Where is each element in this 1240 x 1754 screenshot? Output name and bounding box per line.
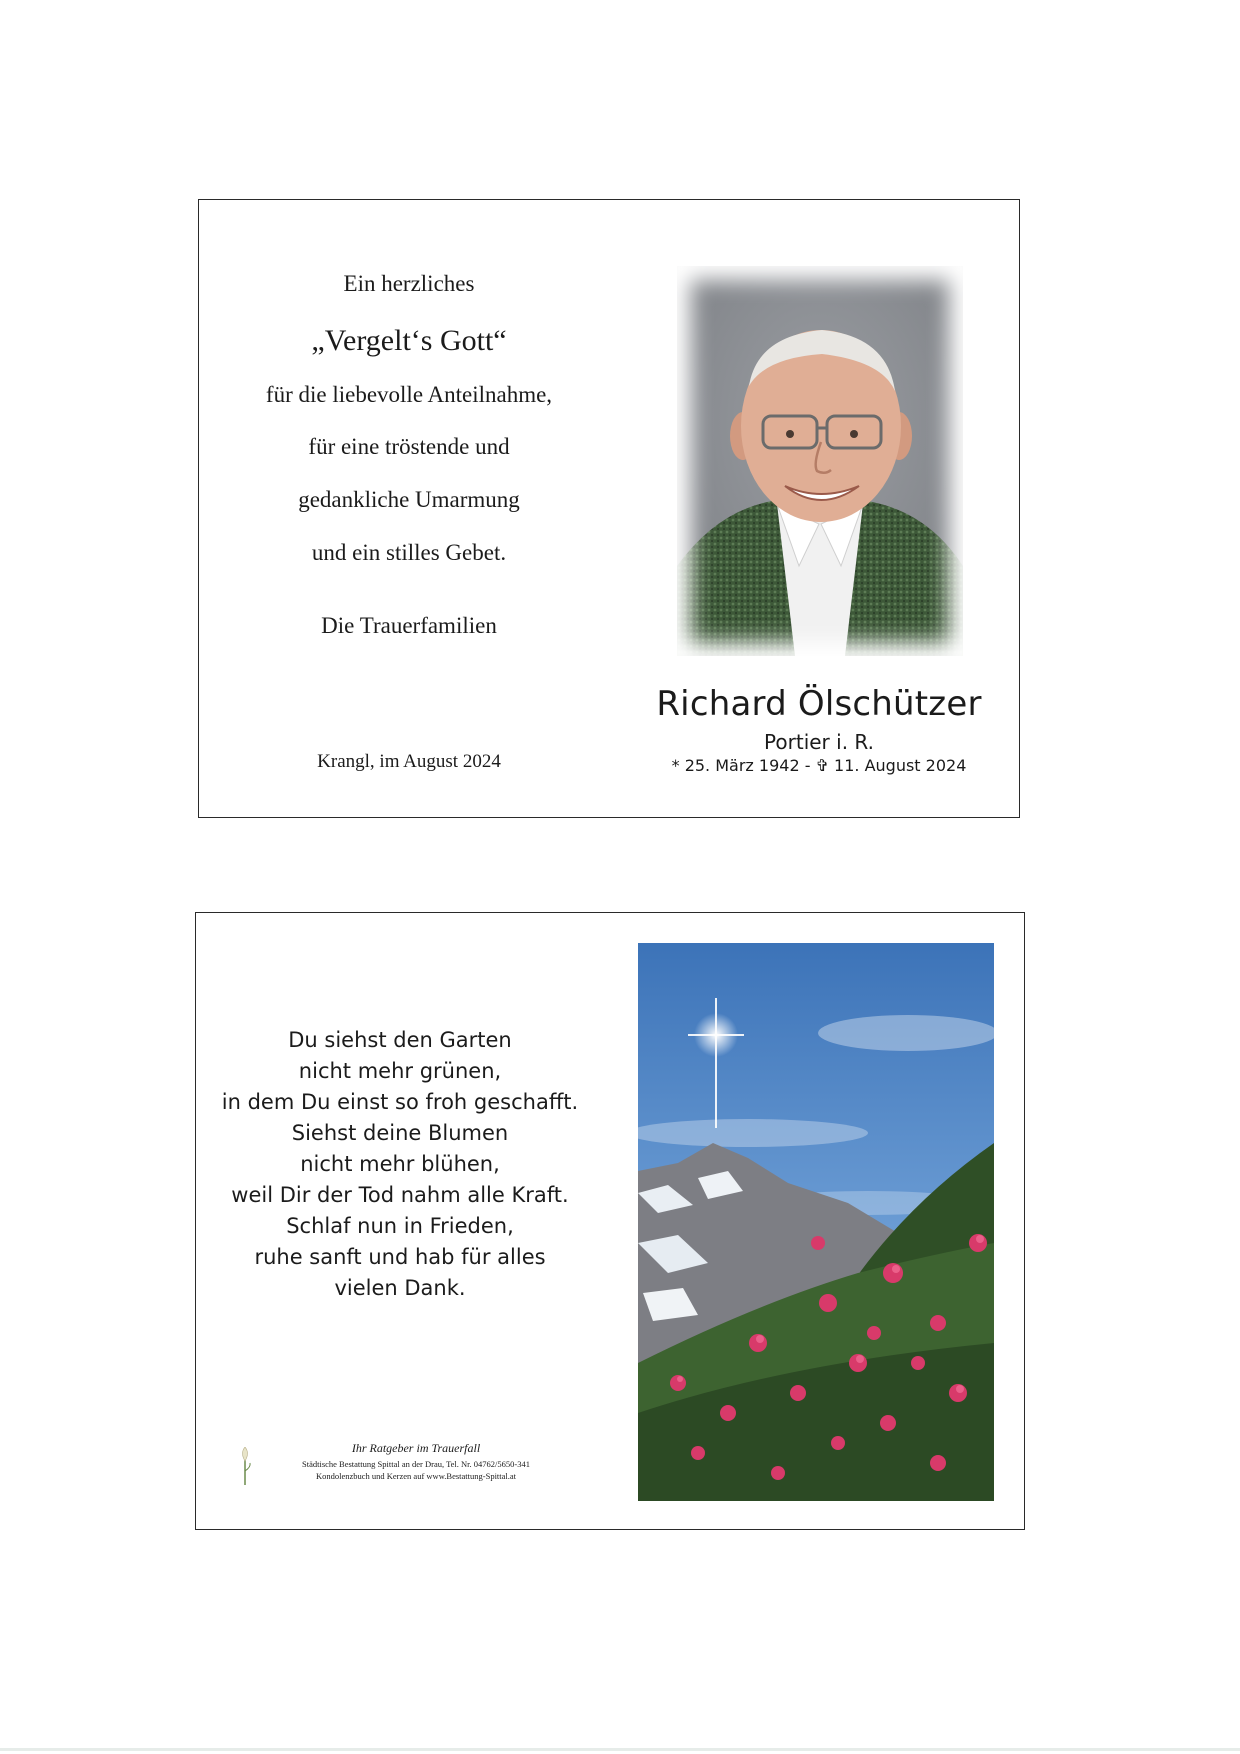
poem-line: Siehst deine Blumen [291,1121,509,1145]
thanks-line-vergelts-gott: „Vergelt‘s Gott“ [311,324,507,357]
thanks-line: und ein stilles Gebet. [311,540,507,565]
poem-line: Schlaf nun in Frieden, [286,1214,514,1238]
front-card [198,199,1020,818]
place-date: Krangl, im August 2024 [317,751,501,772]
thanks-line: Ein herzliches [343,271,475,296]
profession: Portier i. R. [764,730,874,754]
funeral-home-info [226,1441,566,1491]
funeral-home-slogan: Ihr Ratgeber im Trauerfall [351,1441,481,1455]
funeral-home-address: Städtische Bestattung Spittal an der Drau, Tel. Nr. 04762/5650-341 [301,1459,530,1469]
alpine-landscape-photo [638,943,994,1501]
poem-line: Du siehst den Garten [288,1028,512,1052]
thanks-line: für eine tröstende und [308,434,510,459]
scan-edge [0,1748,1240,1751]
lily-icon [238,1447,252,1485]
poem-line: weil Dir der Tod nahm alle Kraft. [231,1183,569,1207]
poem-line: vielen Dank. [334,1276,466,1300]
portrait-photo [677,266,963,656]
thanks-line: für die liebevolle Anteilnahme, [265,382,553,407]
poem [210,1025,590,1304]
poem-line: in dem Du einst so froh geschafft. [221,1090,579,1114]
signature: Die Trauerfamilien [321,613,497,638]
funeral-home-web: Kondolenzbuch und Kerzen auf www.Bestattung-Spittal.at [315,1471,517,1481]
back-card [195,912,1025,1530]
life-dates: * 25. März 1942 - ✞ 11. August 2024 [671,756,967,775]
thanks-line: gedankliche Umarmung [298,487,520,512]
poem-line: ruhe sanft und hab für alles [254,1245,546,1269]
poem-line: nicht mehr blühen, [300,1152,500,1176]
poem-line: nicht mehr grünen, [298,1059,502,1083]
deceased-name: Richard Ölschützer [656,684,982,724]
